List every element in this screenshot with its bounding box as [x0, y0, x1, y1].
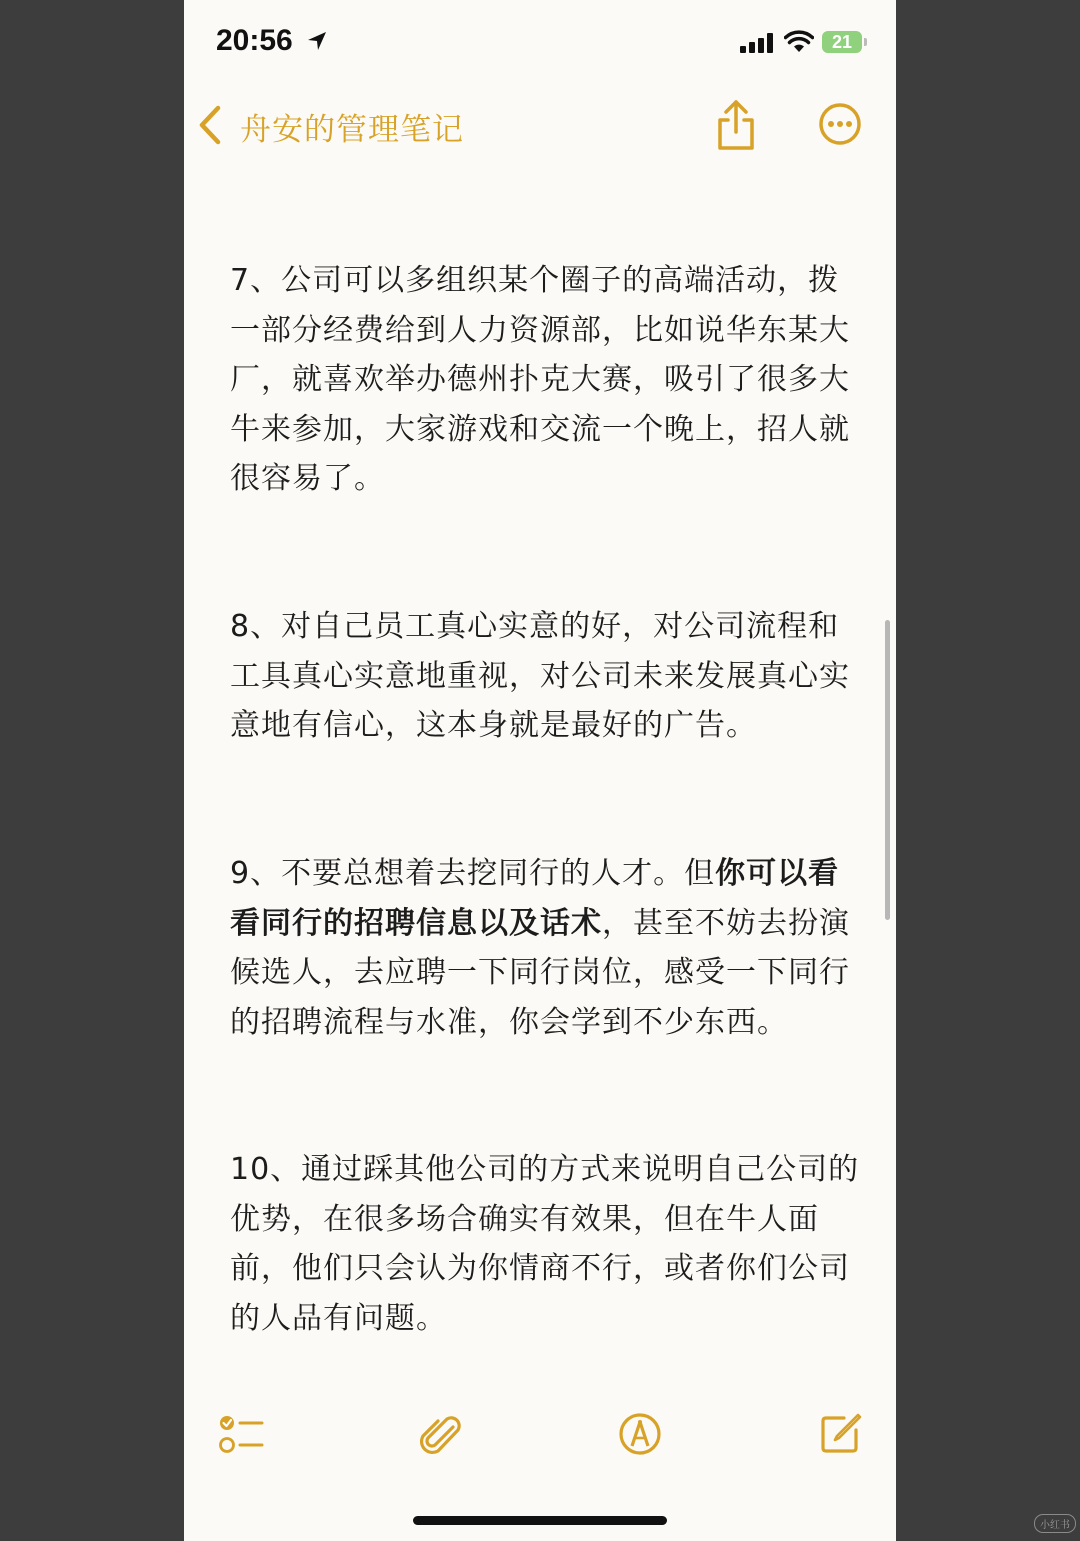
watermark: 小红书: [1034, 1514, 1076, 1533]
cellular-signal-icon: [740, 33, 774, 53]
battery-cap: [864, 38, 867, 46]
note-paragraph-9: [230, 849, 860, 1047]
bottom-toolbar: [184, 1400, 896, 1470]
markup-pen-icon[interactable]: [618, 1412, 662, 1456]
compose-note-icon[interactable]: [818, 1412, 862, 1456]
note-paragraph-9-bold: 你可以看看同行的招聘信息以及话术: [230, 856, 840, 941]
note-paragraph-9-text: 9、不要总想着去挖同行的人才。但: [230, 856, 716, 891]
wifi-icon: [784, 30, 814, 54]
more-options-icon[interactable]: [818, 102, 862, 146]
notes-app-screen: [184, 0, 896, 1541]
battery-indicator: [822, 31, 862, 53]
note-paragraph-10: 10、通过踩其他公司的方式来说明自己公司的优势，在很多场合确实有效果，但在牛人面前，他们只会认为你情商不行，或者你们公司的人品有问题。: [230, 1152, 860, 1336]
checklist-icon[interactable]: [218, 1412, 266, 1456]
home-indicator[interactable]: [413, 1516, 667, 1525]
status-time: 20:56: [216, 24, 293, 57]
note-paragraph-8: 8、对自己员工真心实意的好，对公司流程和工具真心实意地重视，对公司未来发展真心实意地有信心，这本身就是最好的广告。: [230, 609, 850, 743]
paperclip-icon[interactable]: [420, 1412, 464, 1460]
scrollbar[interactable]: [885, 620, 890, 920]
share-icon[interactable]: [714, 98, 758, 154]
status-bar: [184, 0, 896, 88]
note-paragraph-7: 7、公司可以多组织某个圈子的高端活动，拨一部分经费给到人力资源部，比如说华东某大厂，就喜欢举办德州扑克大赛，吸引了很多大牛来参加，大家游戏和交流一个晚上，招人就很容易了。: [230, 263, 850, 496]
battery-level: 21: [831, 32, 853, 52]
note-paragraph-9-text-end: ，甚至不妨去扮演候选人，去应聘一下同行岗位，感受一下同行的招聘流程与水准，你会学到不少东西。: [230, 905, 850, 1040]
navigation-bar: [184, 92, 896, 162]
chevron-left-icon[interactable]: [196, 104, 226, 146]
back-button-label[interactable]: 舟安的管理笔记: [240, 112, 464, 148]
location-arrow-icon: [306, 30, 328, 52]
